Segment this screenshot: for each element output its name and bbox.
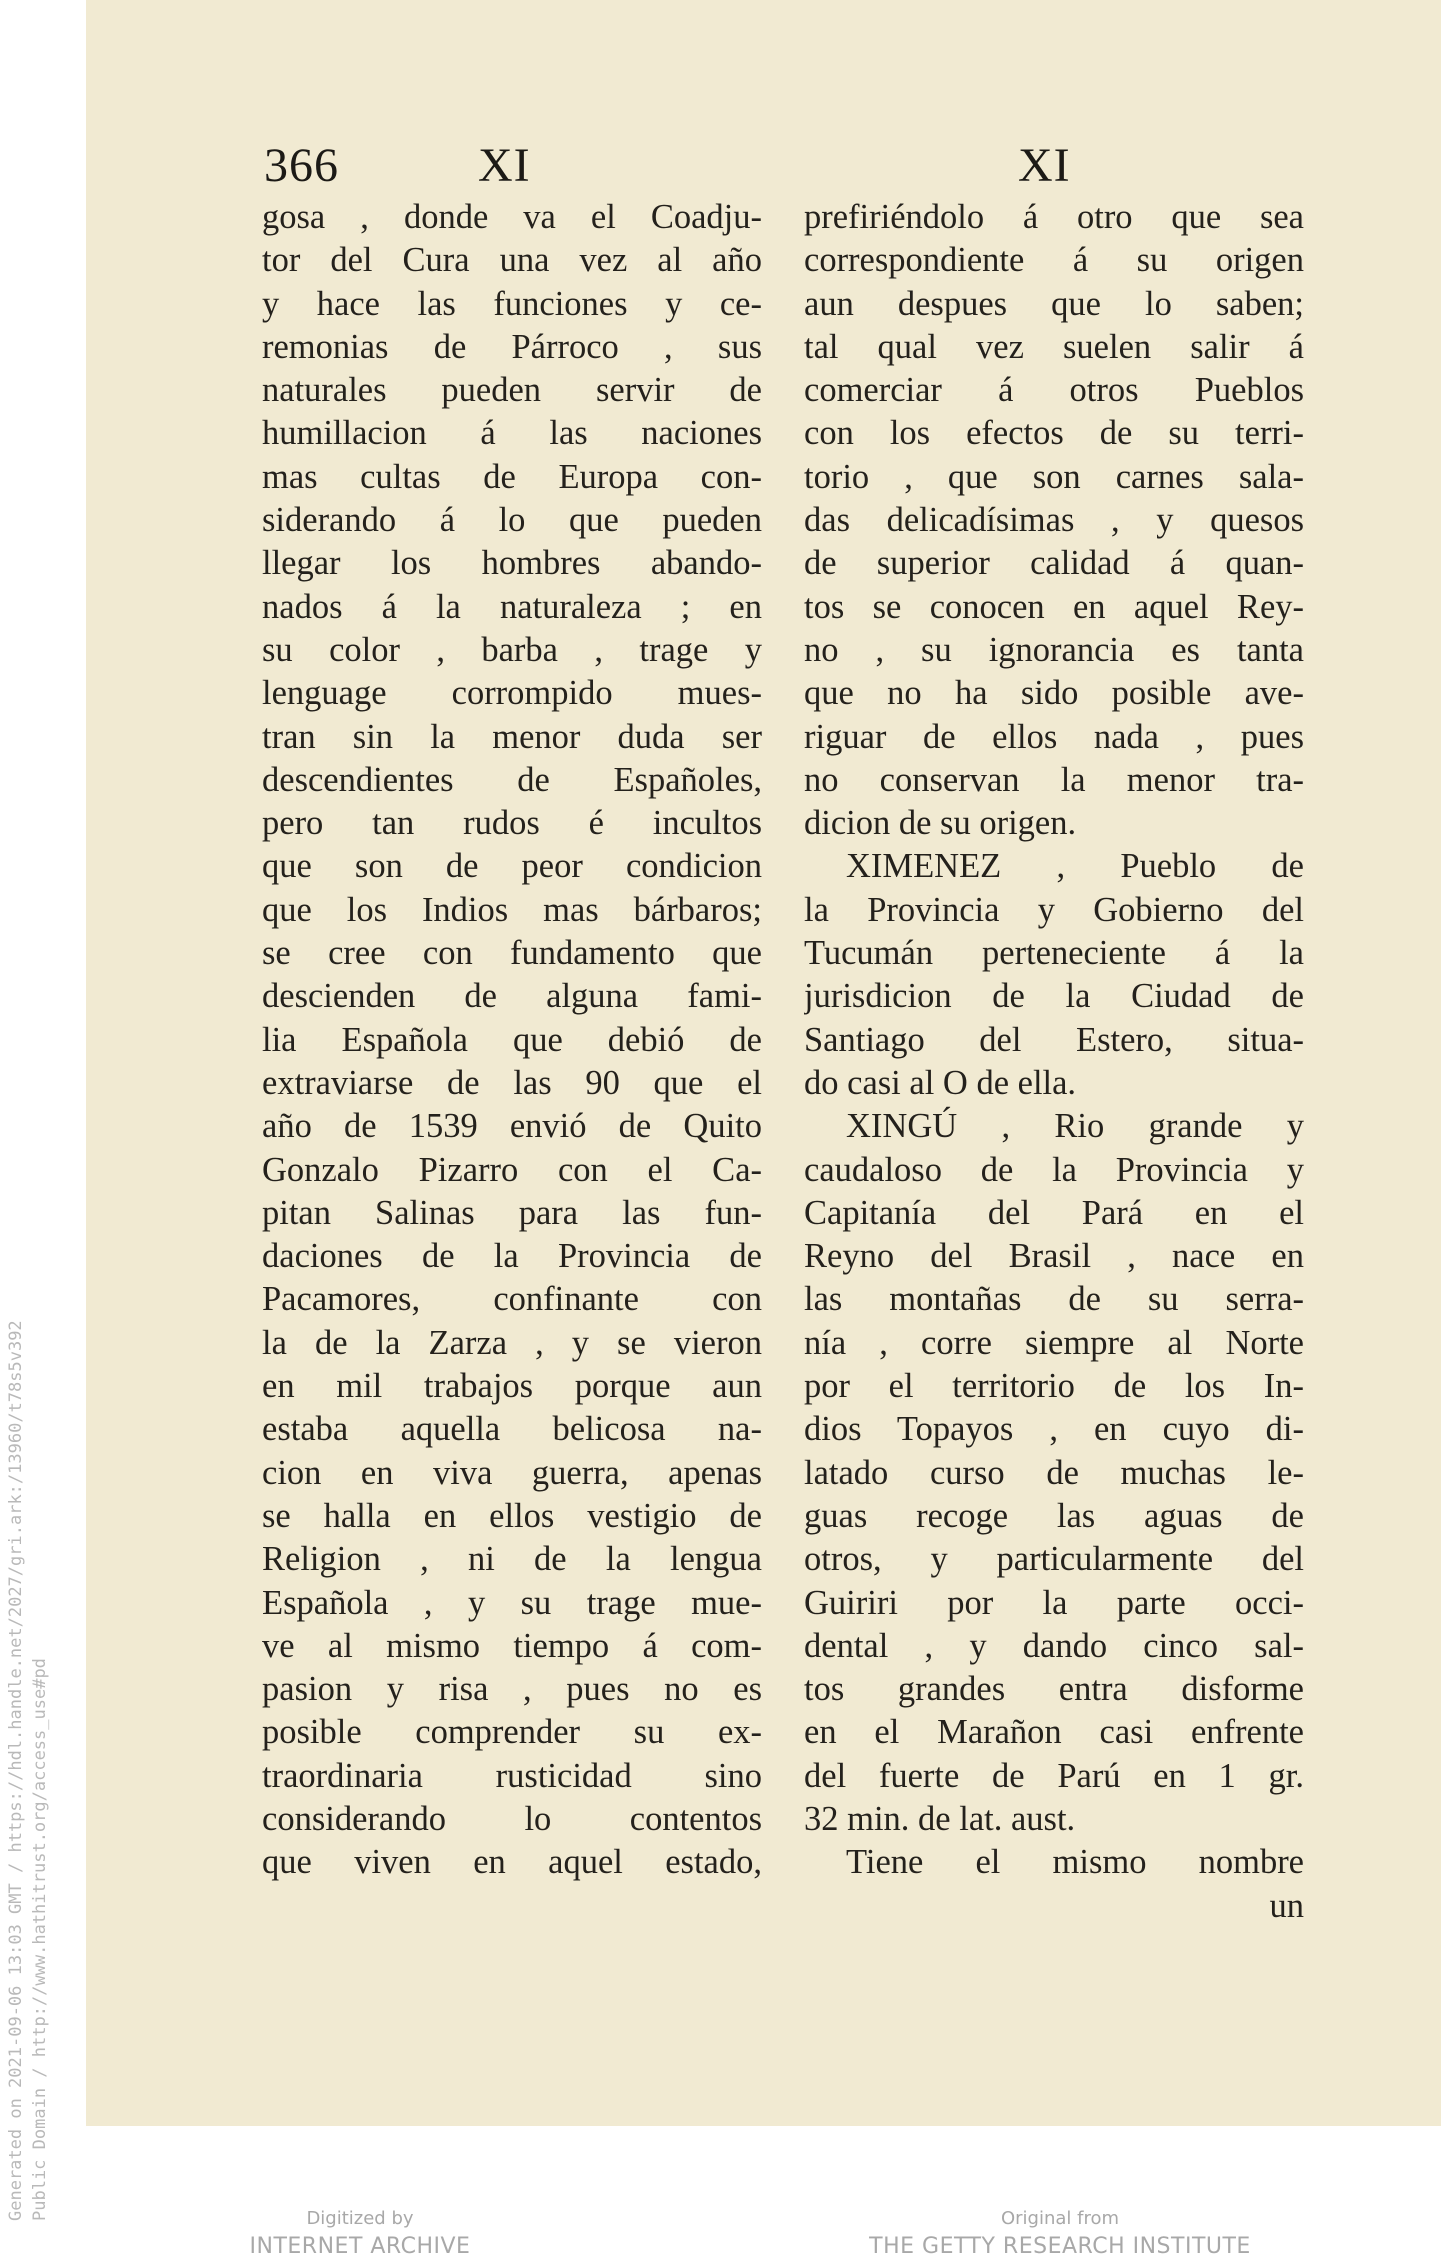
text-line: la Provincia y Gobierno del bbox=[804, 890, 1304, 929]
text-line: descienden de alguna fami- bbox=[262, 977, 762, 1016]
text-line: no conservan la menor tra- bbox=[804, 760, 1304, 799]
text-line: Pacamores, confinante con bbox=[262, 1280, 762, 1319]
text-line: lia Española que debió de bbox=[262, 1020, 762, 1059]
text-line: se cree con fundamento que bbox=[262, 934, 762, 973]
text-line: y hace las funciones y ce- bbox=[262, 284, 762, 323]
text-line: mas cultas de Europa con- bbox=[262, 457, 762, 496]
text-line: Guiriri por la parte occi- bbox=[804, 1583, 1304, 1622]
text-line: cion en viva guerra, apenas bbox=[262, 1453, 762, 1492]
text-line: su color , barba , trage y bbox=[262, 630, 762, 669]
text-line: nados á la naturaleza ; en bbox=[262, 587, 762, 626]
text-line: en mil trabajos porque aun bbox=[262, 1367, 762, 1406]
text-line: prefiriéndolo á otro que sea bbox=[804, 198, 1304, 236]
scanned-page bbox=[86, 0, 1441, 2126]
text-line: pasion y risa , pues no es bbox=[262, 1670, 762, 1709]
text-line: de superior calidad á quan- bbox=[804, 544, 1304, 583]
text-line: aun despues que lo saben; bbox=[804, 284, 1304, 323]
text-line: Gonzalo Pizarro con el Ca- bbox=[262, 1150, 762, 1189]
text-line: estaba aquella belicosa na- bbox=[262, 1410, 762, 1449]
entry-heading-line: XINGÚ , Rio grande y bbox=[846, 1107, 1304, 1146]
digitized-by-label: Digitized by bbox=[306, 2208, 414, 2229]
text-line: posible comprender su ex- bbox=[262, 1713, 762, 1752]
text-line: ve al mismo tiempo á com- bbox=[262, 1626, 762, 1665]
text-line: en el Marañon casi enfrente bbox=[804, 1713, 1304, 1752]
text-line: las montañas de su serra- bbox=[804, 1280, 1304, 1319]
text-line: torio , que son carnes sala- bbox=[804, 457, 1304, 496]
text-line: caudaloso de la Provincia y bbox=[804, 1150, 1304, 1189]
text-line: Tucumán perteneciente á la bbox=[804, 934, 1304, 973]
text-line: que viven en aquel estado, bbox=[262, 1843, 762, 1882]
text-line: Tiene el mismo nombre bbox=[846, 1843, 1304, 1882]
text-line: naturales pueden servir de bbox=[262, 371, 762, 410]
text-line: tor del Cura una vez al año bbox=[262, 241, 762, 280]
watermark-line: Generated on 2021-09-06 13:03 GMT / https://hdl.handle.net/2027/gri.ark:/13960/t78s5v392 bbox=[6, 1320, 26, 2221]
text-line: del fuerte de Parú en 1 gr. bbox=[804, 1756, 1304, 1795]
text-line: pitan Salinas para las fun- bbox=[262, 1193, 762, 1232]
text-line: daciones de la Provincia de bbox=[262, 1237, 762, 1276]
text-line: que los Indios mas bárbaros; bbox=[262, 890, 762, 929]
text-line: por el territorio de los In- bbox=[804, 1367, 1304, 1406]
text-line: la de la Zarza , y se vieron bbox=[262, 1323, 762, 1362]
right-section-heading: XI bbox=[1018, 139, 1071, 192]
text-line: con los efectos de su terri- bbox=[804, 414, 1304, 453]
text-line: guas recoge las aguas de bbox=[804, 1496, 1304, 1535]
text-line: Capitanía del Pará en el bbox=[804, 1193, 1304, 1232]
hathitrust-watermark bbox=[4, 1071, 52, 2221]
text-line: extraviarse de las 90 que el bbox=[262, 1063, 762, 1102]
text-line: nía , corre siempre al Norte bbox=[804, 1323, 1304, 1362]
entry-heading-line: XIMENEZ , Pueblo de bbox=[846, 847, 1304, 886]
text-line: Religion , ni de la lengua bbox=[262, 1540, 762, 1579]
text-line: humillacion á las naciones bbox=[262, 414, 762, 453]
text-line: 32 min. de lat. aust. bbox=[804, 1799, 1076, 1838]
text-line: tos grandes entra disforme bbox=[804, 1670, 1304, 1709]
text-line: lenguage corrompido mues- bbox=[262, 674, 762, 713]
text-line: correspondiente á su origen bbox=[804, 241, 1304, 280]
text-line: considerando lo contentos bbox=[262, 1799, 762, 1838]
text-line: Santiago del Estero, situa- bbox=[804, 1020, 1304, 1059]
text-line: tal qual vez suelen salir á bbox=[804, 327, 1304, 366]
text-line: que son de peor condicion bbox=[262, 847, 762, 886]
left-text-column bbox=[262, 196, 762, 1885]
catchword: un bbox=[1269, 1886, 1304, 1925]
text-line: siderando á lo que pueden bbox=[262, 501, 762, 540]
text-line: gosa , donde va el Coadju- bbox=[262, 198, 762, 236]
text-line: tran sin la menor duda ser bbox=[262, 717, 762, 756]
text-line: otros, y particularmente del bbox=[804, 1540, 1304, 1579]
text-line: Reyno del Brasil , nace en bbox=[804, 1237, 1304, 1276]
right-text-column bbox=[804, 196, 1304, 1928]
text-line: latado curso de muchas le- bbox=[804, 1453, 1304, 1492]
text-line: traordinaria rusticidad sino bbox=[262, 1756, 762, 1795]
text-line: riguar de ellos nada , pues bbox=[804, 717, 1304, 756]
text-line: año de 1539 envió de Quito bbox=[262, 1107, 762, 1146]
text-line: comerciar á otros Pueblos bbox=[804, 371, 1304, 410]
digitized-by-credit bbox=[220, 2206, 500, 2262]
text-line: das delicadísimas , y quesos bbox=[804, 501, 1304, 540]
text-line: do casi al O de ella. bbox=[804, 1063, 1077, 1102]
text-line: remonias de Párroco , sus bbox=[262, 327, 762, 366]
text-line: Española , y su trage mue- bbox=[262, 1583, 762, 1622]
text-line: que no ha sido posible ave- bbox=[804, 674, 1304, 713]
text-line: dicion de su origen. bbox=[804, 804, 1077, 843]
text-line: jurisdicion de la Ciudad de bbox=[804, 977, 1304, 1016]
original-from-label: Original from bbox=[1000, 2208, 1120, 2229]
page-number: 366 bbox=[264, 139, 339, 192]
text-line: descendientes de Españoles, bbox=[262, 760, 762, 799]
original-from-credit bbox=[860, 2206, 1260, 2262]
text-line: se halla en ellos vestigio de bbox=[262, 1496, 762, 1535]
text-line: tos se conocen en aquel Rey- bbox=[804, 587, 1304, 626]
internet-archive-label: INTERNET ARCHIVE bbox=[249, 2234, 471, 2259]
text-line: llegar los hombres abando- bbox=[262, 544, 762, 583]
watermark-line: Public Domain / http://www.hathitrust.org/access_use#pd bbox=[30, 1658, 50, 2221]
text-line: no , su ignorancia es tanta bbox=[804, 630, 1304, 669]
text-line: dios Topayos , en cuyo di- bbox=[804, 1410, 1304, 1449]
text-line: pero tan rudos é incultos bbox=[262, 804, 762, 843]
left-section-heading: XI bbox=[478, 139, 531, 192]
text-line: dental , y dando cinco sal- bbox=[804, 1626, 1304, 1665]
getty-institute-label: THE GETTY RESEARCH INSTITUTE bbox=[869, 2234, 1251, 2259]
